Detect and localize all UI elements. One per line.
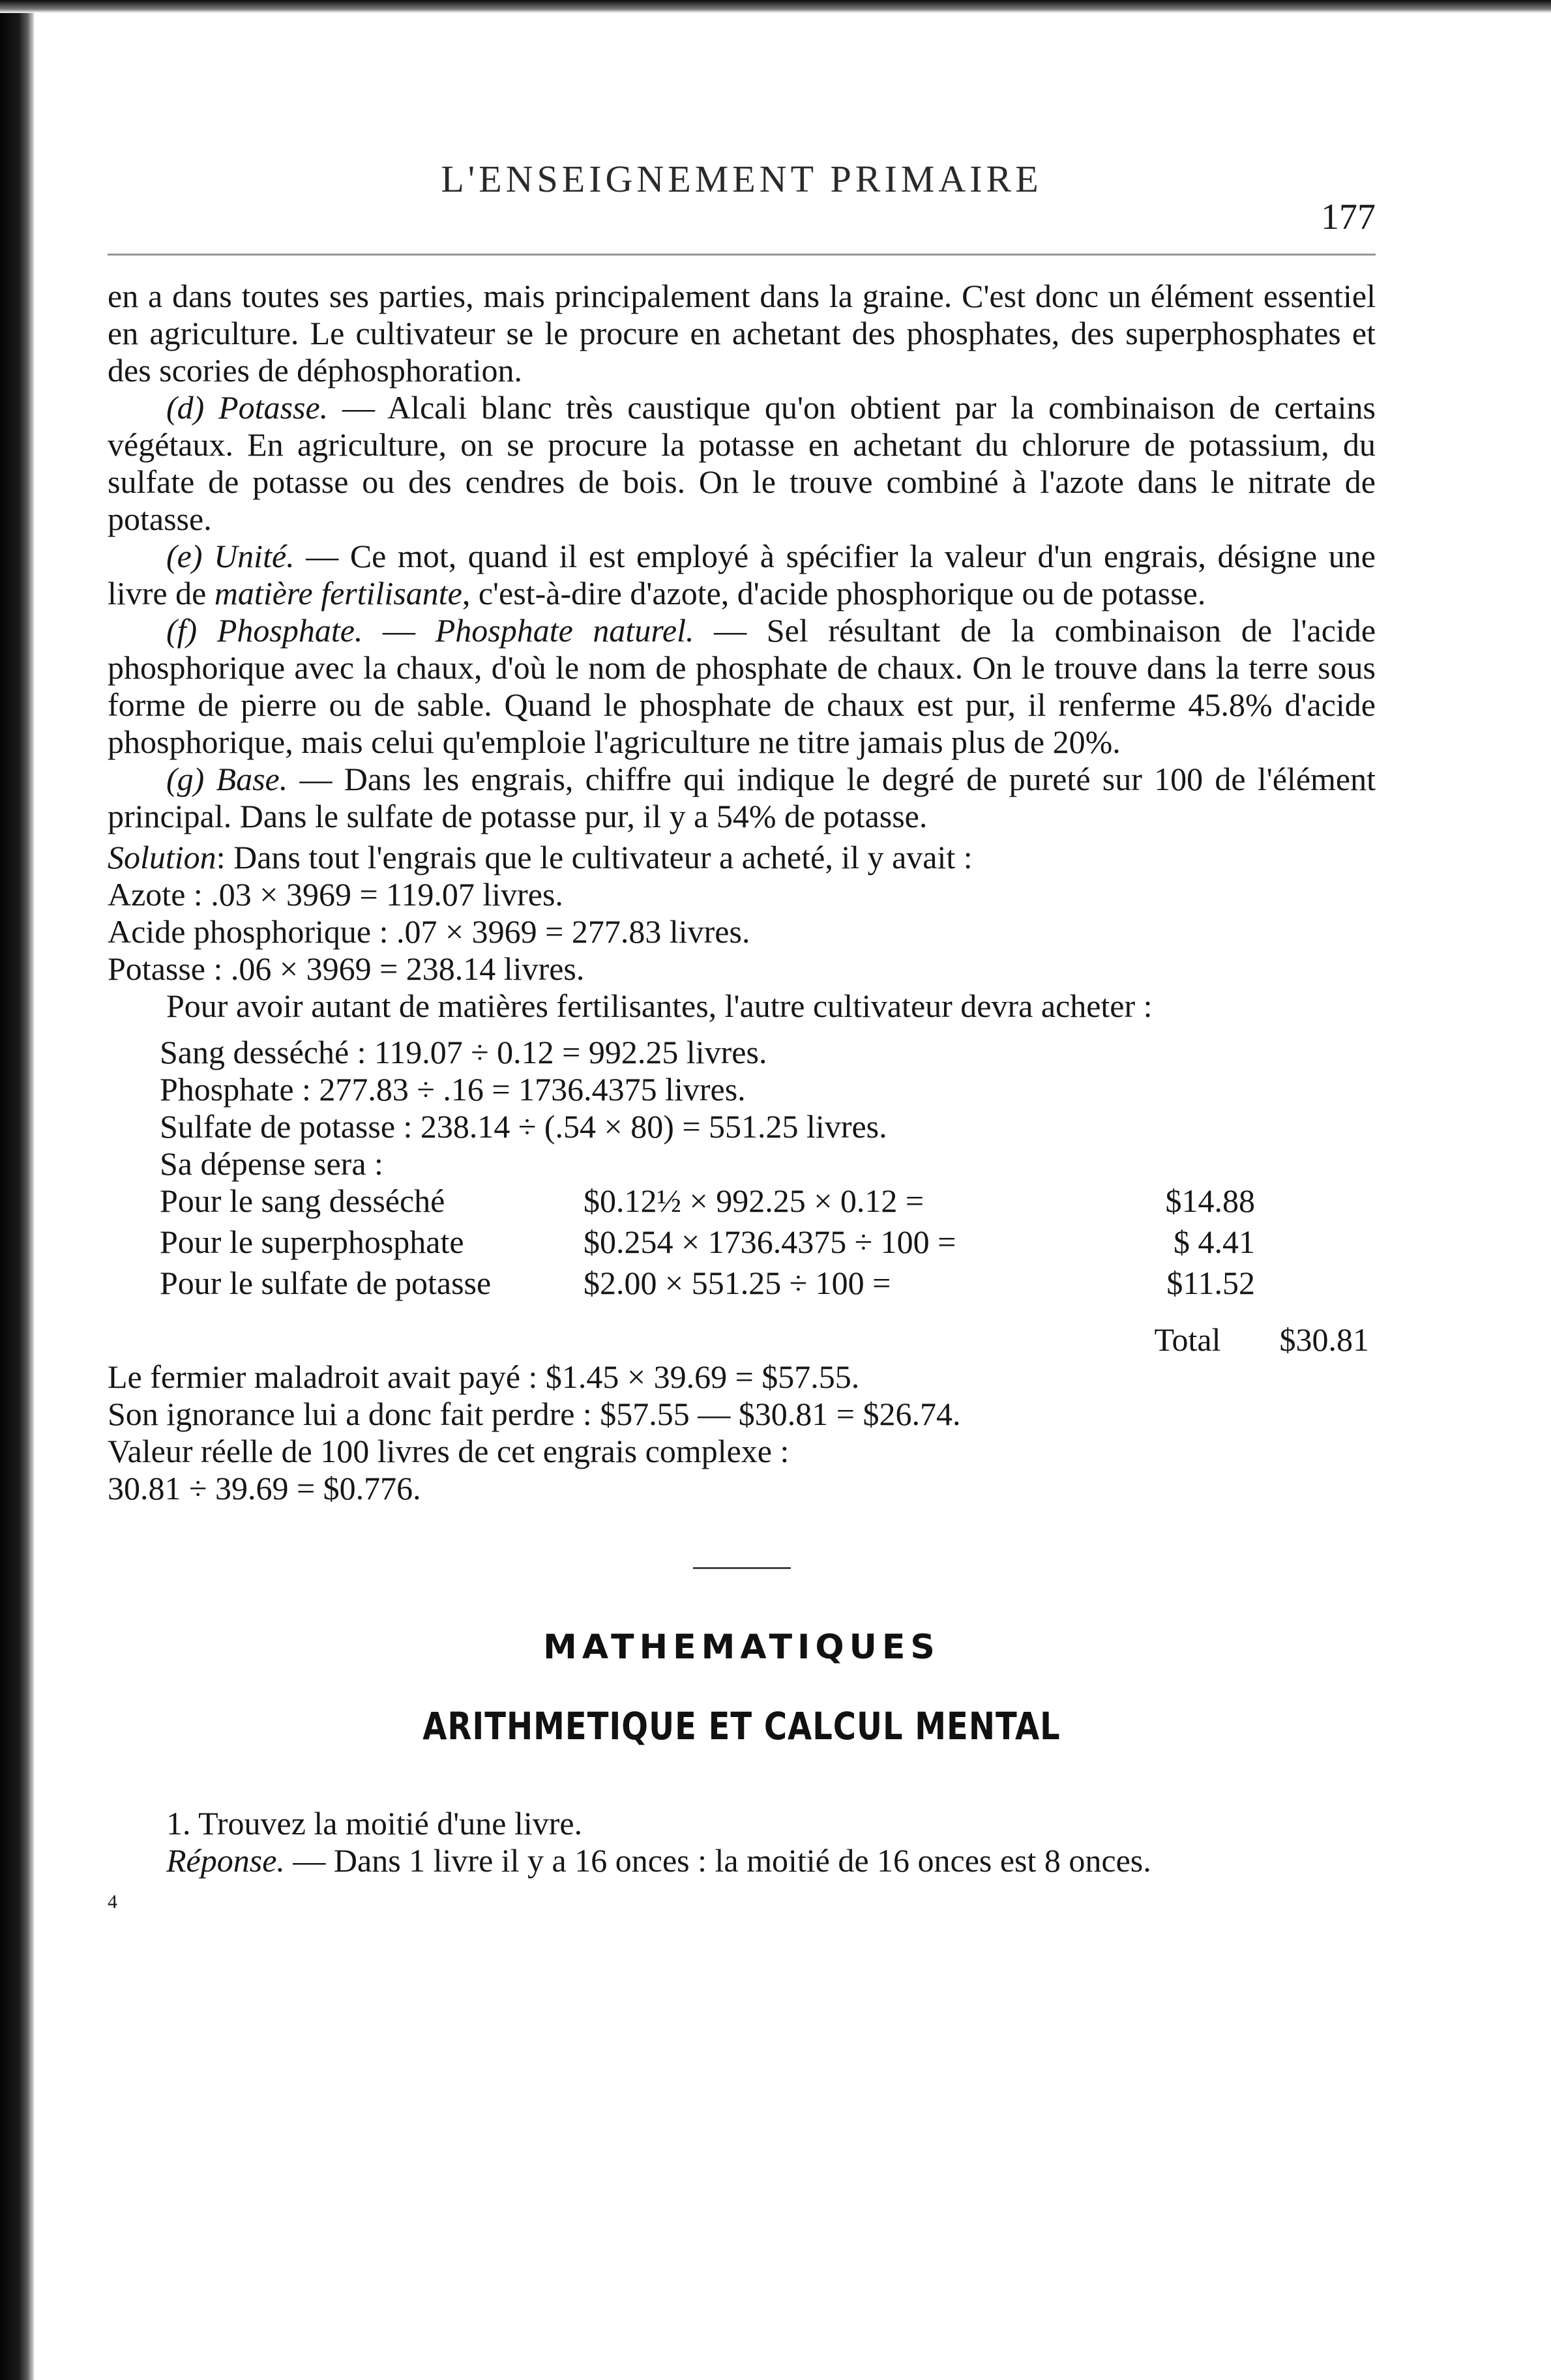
total-row bbox=[108, 1321, 1369, 1359]
solution-line: Potasse : .06 × 3969 = 238.14 livres. bbox=[108, 950, 585, 987]
purchase-line: Phosphate : 277.83 ÷ .16 = 1736.4375 livres. bbox=[160, 1071, 746, 1108]
section-divider bbox=[693, 1567, 791, 1569]
total-label: Total bbox=[1154, 1321, 1221, 1358]
definition-base bbox=[108, 761, 1376, 835]
running-head bbox=[108, 147, 1376, 237]
definition-sublabel: Phosphate naturel. bbox=[435, 612, 694, 649]
conclusion-line: 30.81 ÷ 39.69 = $0.776. bbox=[108, 1470, 421, 1506]
definition-emphasis: matière fertilisante bbox=[214, 575, 462, 611]
conclusion-line: Valeur réelle de 100 livres de cet engrais complexe : bbox=[108, 1433, 790, 1469]
conclusion-line: Le fermier maladroit avait payé : $1.45 × 39.69 = $57.55. bbox=[108, 1359, 860, 1395]
purchase-calculation bbox=[160, 1034, 1376, 1183]
total-amount: $30.81 bbox=[1279, 1321, 1369, 1358]
conclusion-line: Son ignorance lui a donc fait perdre : $57.55 — $30.81 = $26.74. bbox=[108, 1396, 961, 1432]
solution-line: Azote : .03 × 3969 = 119.07 livres. bbox=[108, 876, 563, 913]
running-title: L'ENSEIGNEMENT PRIMAIRE bbox=[441, 158, 1042, 200]
cost-label: Pour le sulfate de potasse bbox=[160, 1265, 492, 1301]
definition-unite bbox=[108, 538, 1376, 612]
answer-label: Réponse. bbox=[166, 1842, 285, 1879]
definition-text: — Dans les engrais, chiffre qui indique le degré de pureté sur 100 de l'élément principal. Dans le sulfate de potasse pur, il y a 54% de potasse. bbox=[108, 761, 1376, 834]
cost-amount: $ 4.41 bbox=[1174, 1224, 1255, 1260]
solution-intro-text: : Dans tout l'engrais que le cultivateur a acheté, il y avait : bbox=[216, 839, 973, 875]
signature-mark: 4 bbox=[108, 1891, 117, 1913]
other-farmer-intro: Pour avoir autant de matières fertilisantes, l'autre cultivateur devra acheter : bbox=[166, 988, 1153, 1024]
scan-left-edge bbox=[0, 0, 34, 2380]
cost-table bbox=[160, 1183, 1255, 1306]
purchase-line: Sang desséché : 119.07 ÷ 0.12 = 992.25 livres. bbox=[160, 1034, 767, 1070]
section-title: MATHEMATIQUES bbox=[543, 1628, 940, 1667]
definition-potasse bbox=[108, 389, 1376, 538]
cost-label: Pour le superphosphate bbox=[160, 1224, 464, 1260]
section-subtitle: ARITHMETIQUE ET CALCUL MENTAL bbox=[422, 1705, 1061, 1749]
definition-text: , c'est-à-dire d'azote, d'acide phosphorique ou de potasse. bbox=[462, 575, 1206, 611]
page bbox=[108, 147, 1376, 1920]
purchase-line: Sa dépense sera : bbox=[160, 1145, 383, 1182]
definition-text: — Sel résultant de la combinaison de l'acide phosphorique avec la chaux, d'où le nom de phosphate de chaux. On le trouve dans la terre sous forme de pierre ou de sable. Quand le phosphate de chaux est pur, il renferme 45.8% d'acide phosphorique, mais celui qu'emploie l'agriculture ne titre jamais plus de 20%. bbox=[108, 612, 1376, 760]
solution-line: Acide phosphorique : .07 × 3969 = 277.83 livres. bbox=[108, 913, 750, 950]
cost-expression: $0.254 × 1736.4375 ÷ 100 = bbox=[583, 1224, 956, 1260]
cost-amount: $11.52 bbox=[1166, 1265, 1255, 1301]
solution-intro bbox=[108, 839, 1376, 876]
definition-label: (d) Potasse. bbox=[166, 389, 329, 426]
cost-label: Pour le sang desséché bbox=[160, 1183, 445, 1219]
answer-text: — Dans 1 livre il y a 16 onces : la moitié de 16 onces est 8 onces. bbox=[284, 1842, 1151, 1879]
purchase-line: Sulfate de potasse : 238.14 ÷ (.54 × 80) = 551.25 livres. bbox=[160, 1108, 887, 1145]
definition-text: — Ce mot, quand il est employé à spécifier la valeur d'un engrais, désigne une livre de bbox=[108, 538, 1376, 611]
table-row bbox=[160, 1265, 1255, 1306]
cost-amount: $14.88 bbox=[1165, 1183, 1255, 1219]
definition-text: — Alcali blanc très caustique qu'on obtient par la combinaison de certains végétaux. En agriculture, on se procure la potasse en achetant du chlorure de potassium, du sulfate de potasse ou des cendres de bois. On le trouve combiné à l'azote dans le nitrate de potasse. bbox=[108, 389, 1376, 537]
exercise-question: 1. Trouvez la moitié d'une livre. bbox=[166, 1805, 583, 1842]
definition-label: (e) Unité. bbox=[166, 538, 295, 574]
table-row bbox=[160, 1224, 1255, 1265]
definition-label: (f) Phosphate. bbox=[166, 612, 363, 649]
cost-expression: $2.00 × 551.25 ÷ 100 = bbox=[583, 1265, 891, 1301]
exercise-answer bbox=[108, 1842, 1376, 1879]
definition-phosphate: (f) Phosphate. — Phosphate naturel. — Sel résultant de la combinaison de l'acide phosphorique avec la chaux, d'où le nom de phosphate de chaux. On le trouve dans la terre sous forme de pierre ou de sable. Quand le phosphate de chaux est pur, il renferme 45.8% d'acide phosphorique, mais celui qu'emploie l'agriculture ne titre jamais plus de 20%. bbox=[108, 612, 1376, 760]
page-number: 177 bbox=[1321, 197, 1376, 237]
header-rule bbox=[108, 254, 1376, 256]
solution-label: Solution bbox=[108, 839, 216, 875]
scan-top-edge bbox=[0, 0, 1551, 13]
cost-expression: $0.12½ × 992.25 × 0.12 = bbox=[583, 1183, 924, 1219]
definition-label: (g) Base. bbox=[166, 761, 288, 797]
exercise bbox=[108, 1805, 1376, 1920]
paragraph-intro: en a dans toutes ses parties, mais principalement dans la graine. C'est donc un élément essentiel en agriculture. Le cultivateur se le procure en achetant des phosphates, des superphosphates et des scories de déphosphoration. bbox=[108, 278, 1376, 389]
body-text bbox=[108, 278, 1376, 1507]
table-row bbox=[160, 1183, 1255, 1224]
